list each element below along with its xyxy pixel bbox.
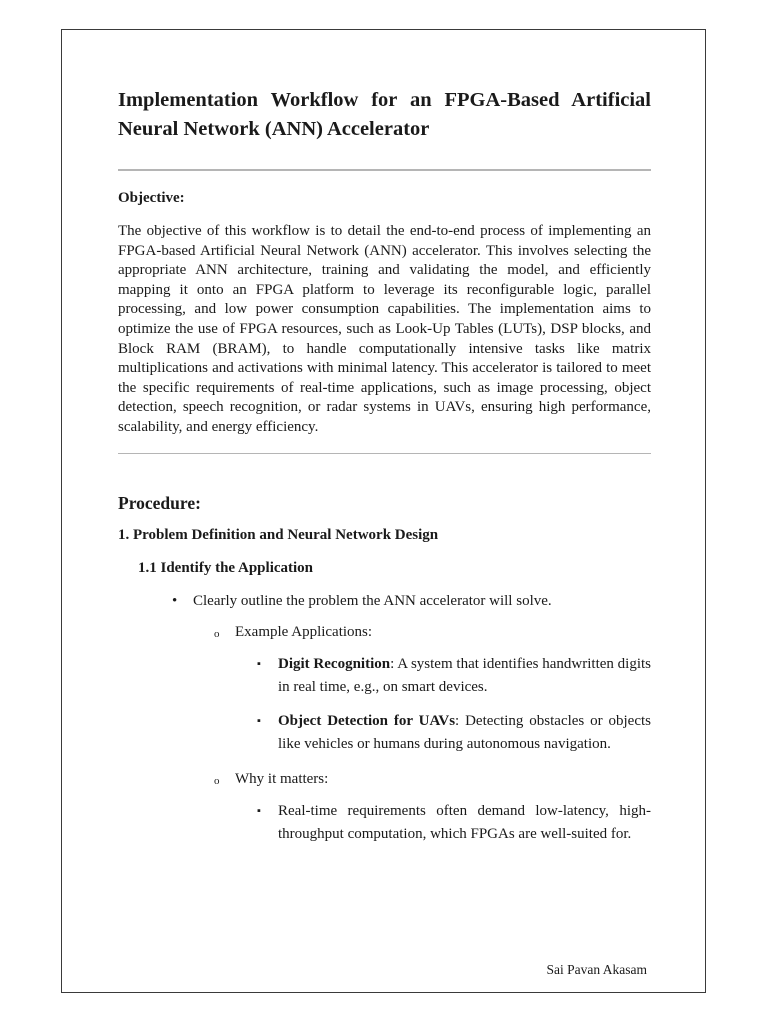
list-item-text: Why it matters: [235, 770, 329, 787]
list-item [257, 800, 651, 846]
list-item [172, 591, 651, 611]
objective-heading: Objective: [118, 190, 185, 206]
list-item [257, 653, 651, 699]
bullet-square-icon: ▪ [257, 657, 261, 670]
bullet-circle-icon: o [214, 627, 220, 640]
term-label: Object Detection for UAVs [278, 712, 456, 729]
list-item [257, 710, 651, 756]
section-heading: 1. Problem Definition and Neural Network Design [118, 526, 439, 543]
objective-divider [118, 453, 651, 454]
list-item-text: : Detecting obstacles or objects like vehicles or humans during autonomous navigation. [278, 712, 651, 752]
document-title: Implementation Workflow for an FPGA-Based Artificial Neural Network (ANN) Accelerator [118, 89, 651, 140]
bullet-disc-icon: • [172, 592, 178, 609]
procedure-heading: Procedure: [118, 492, 201, 513]
bullet-square-icon: ▪ [257, 714, 261, 727]
list-item [214, 622, 651, 642]
subsection-heading: 1.1 Identify the Application [138, 559, 314, 576]
title-divider [118, 169, 651, 171]
objective-paragraph: The objective of this workflow is to detail the end-to-end process of implementing an FPGA-based Artificial Neural Network (ANN) accelerator. This involves selecting the appropriate ANN architecture, training and validating the model, and efficiently mapping it onto an FPGA platform to leverage its reconfigurable logic, parallel processing, and low power consumption capabilities. The implementation aims to optimize the use of FPGA resources, such as Look-Up Tables (LUTs), DSP blocks, and Block RAM (BRAM), to handle computationally intensive tasks like matrix multiplications and activations with minimal latency. This accelerator is tailored to meet the specific requirements of real-time applications, such as image processing, object detection, speech recognition, or radar systems in UAVs, ensuring high performance, scalability, and energy efficiency. [118, 223, 651, 435]
footer-author: Sai Pavan Akasam [546, 962, 647, 977]
list-item-text: Clearly outline the problem the ANN accelerator will solve. [193, 592, 552, 609]
list-item-text: Example Applications: [235, 623, 373, 640]
document-page [61, 29, 706, 993]
list-item [214, 769, 651, 789]
list-item-text: : A system that identifies handwritten digits in real time, e.g., on smart devices. [278, 655, 651, 695]
page-content [118, 86, 651, 846]
bullet-circle-icon: o [214, 774, 220, 787]
term-label: Digit Recognition [278, 655, 391, 672]
list-item-text: Real-time requirements often demand low-latency, high-throughput computation, which FPGAs are well-suited for. [278, 802, 651, 842]
bullet-square-icon: ▪ [257, 804, 261, 817]
